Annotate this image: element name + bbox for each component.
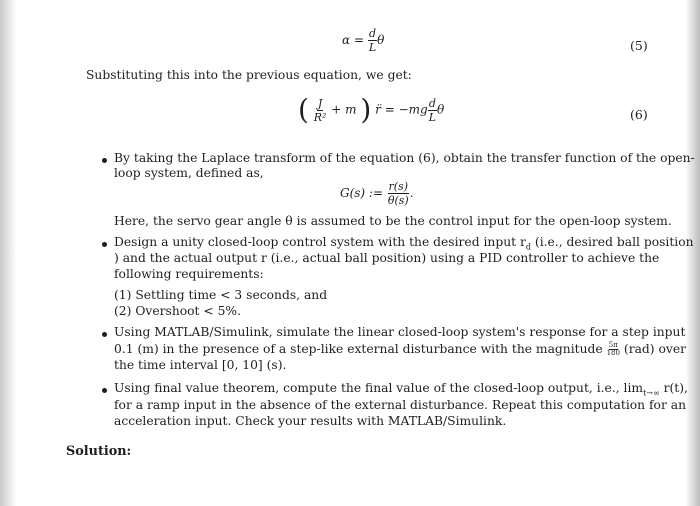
here-paragraph: Here, the servo gear angle θ is assumed to be the control input for the open-loop system.	[114, 214, 672, 228]
bullet-2-line-2: ) and the actual output r (i.e., actual ball position) using a PID controller to achieve the	[114, 251, 660, 265]
eq6-num: d	[428, 96, 436, 110]
equation-5	[342, 28, 384, 53]
bullet-2	[102, 242, 107, 247]
bullet-4-line-1a: Using final value theorem, compute the final value of the closed-loop output, i.e., lim	[114, 381, 644, 395]
bullet-2-line-1-end: (i.e., desired ball position	[530, 235, 694, 249]
transfer-function	[340, 181, 414, 206]
equation-number-6: (6)	[630, 107, 648, 122]
eq6-rhs: θ	[437, 102, 445, 117]
eq5-fraction	[368, 28, 377, 53]
eq5-rhs: θ	[377, 33, 385, 47]
eq6-inner-fraction	[313, 98, 328, 123]
requirement-1: (1) Settling time < 3 seconds, and	[114, 288, 328, 302]
eq5-equals: =	[353, 33, 364, 47]
substitute-text: Substituting this into the previous equation, we get:	[86, 68, 412, 82]
bullet-2-line-3: following requirements:	[114, 267, 264, 281]
eq6-frac-num: J	[317, 96, 323, 110]
eq6-left-paren: (	[298, 93, 309, 126]
eq6-fraction	[428, 98, 437, 123]
bullet-3-line-1: Using MATLAB/Simulink, simulate the linear closed-loop system's response for a step input	[114, 325, 686, 339]
equation-6	[298, 93, 445, 126]
disturbance-frac-num: 5π	[608, 341, 618, 349]
bullet-3-line-2	[114, 341, 686, 358]
bullet-3-line-3: the time interval [0, 10] (s).	[114, 358, 287, 372]
tf-fraction	[387, 181, 410, 206]
bullet-2-line-1-text: Design a unity closed-loop control system with the desired input r	[114, 235, 526, 249]
disturbance-frac-den: 180	[606, 349, 620, 357]
disturbance-fraction	[607, 342, 620, 357]
bullet-1-line-1: By taking the Laplace transform of the equation (6), obtain the transfer function of the open-	[114, 151, 695, 165]
bullet-4-line-2: for a ramp input in the absence of the external disturbance. Repeat this computation for an	[114, 398, 686, 412]
bullet-4-line-1b: r(t),	[659, 381, 688, 395]
eq6-equals: = −mg	[384, 102, 428, 117]
bullet-2-rd-subscript: d	[525, 242, 531, 252]
tf-den: θ(s)	[387, 194, 409, 207]
bullet-3	[102, 332, 107, 337]
page-shadow-left	[0, 0, 16, 506]
bullet-4-limit-subscript: t→∞	[643, 388, 660, 398]
eq6-right-paren: )	[360, 93, 372, 126]
bullet-1-line-2: loop system, defined as,	[114, 166, 264, 180]
eq5-lhs: α	[342, 33, 351, 47]
eq5-num: d	[368, 27, 376, 40]
bullet-4	[102, 388, 107, 393]
tf-end: .	[409, 186, 414, 200]
solution-heading: Solution:	[66, 444, 132, 459]
bullet-3-line-2a: 0.1 (m) in the presence of a step-like external disturbance with the magnitude	[114, 342, 603, 356]
bullet-4-line-3: acceleration input. Check your results with MATLAB/Simulink.	[114, 414, 507, 428]
tf-num: r(s)	[388, 180, 409, 193]
requirement-2: (2) Overshoot < 5%.	[114, 304, 242, 318]
equation-number-5: (5)	[630, 38, 648, 53]
eq6-plus-m: + m	[331, 102, 357, 117]
tf-lhs: G(s) :=	[340, 186, 384, 200]
eq6-den: L	[428, 110, 437, 124]
eq6-r-ddot: r̈	[375, 102, 381, 117]
bullet-3-line-2b: (rad) over	[623, 342, 686, 356]
eq6-frac-den: R²	[313, 110, 327, 124]
eq5-den: L	[368, 41, 377, 54]
bullet-1	[102, 158, 107, 163]
